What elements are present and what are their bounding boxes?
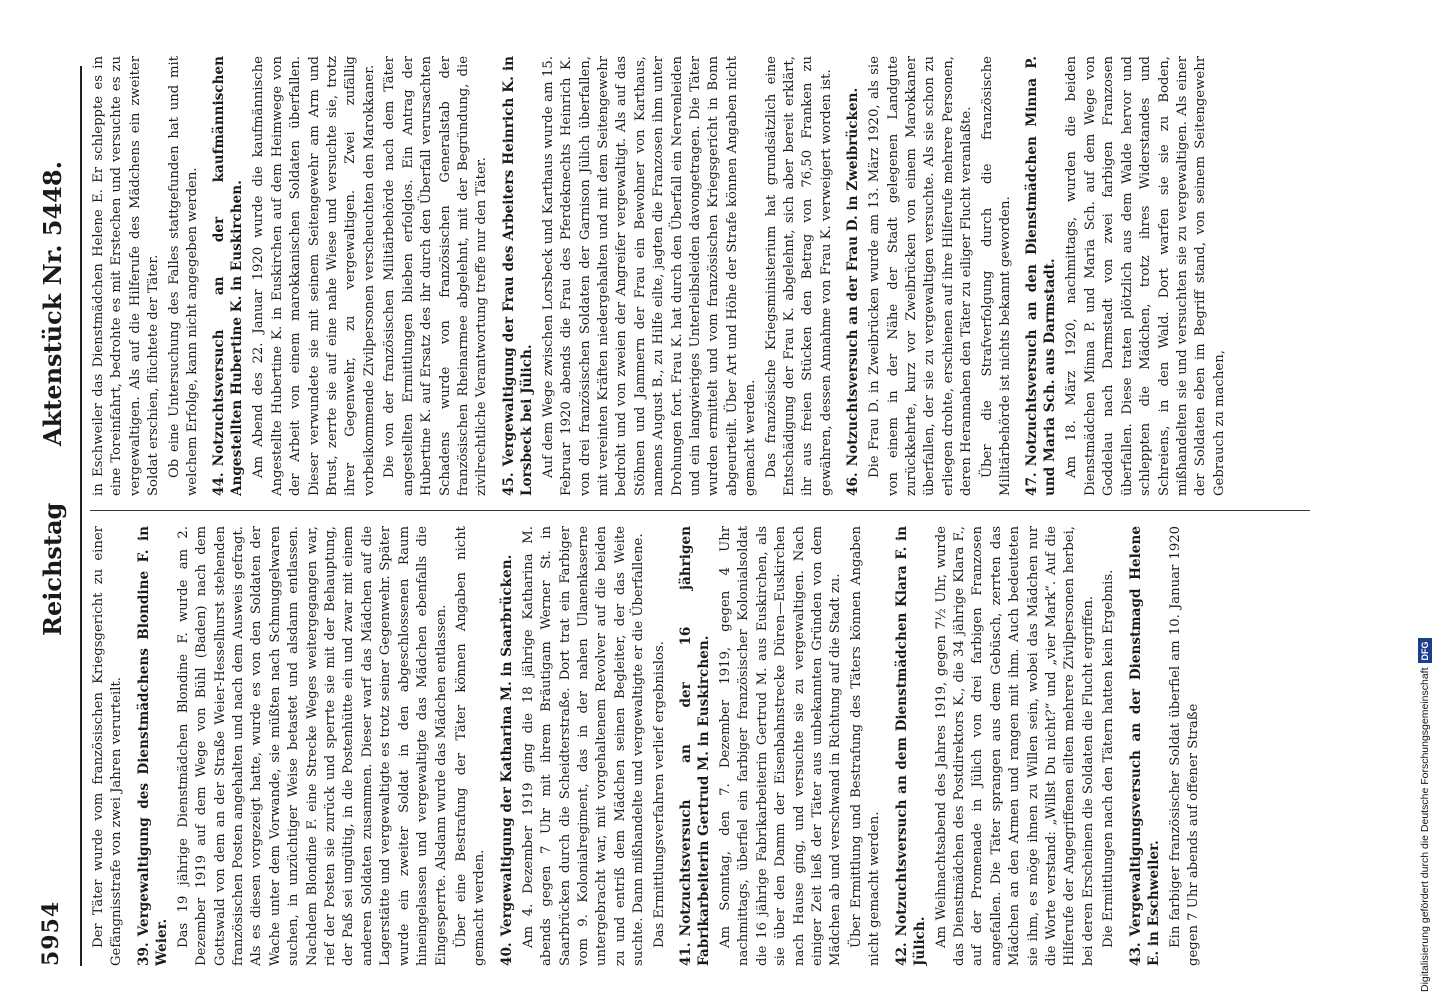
body-paragraph: Die Ermittlungen nach den Tätern hatten kein Ergebnis. [1101,569,1117,948]
section-number: 40. [498,942,515,966]
section-title: Vergewaltigungsversuch an der Dienstmagd Helene E. in Eschweiler. [1127,526,1162,966]
body-paragraph: Der Täter wurde vom französischen Kriegsgericht zu einer Gefängnisstrafe von zwei Jahren verurteilt. [91,526,125,966]
body-paragraph: Auf dem Wege zwischen Lorsbeck und Karthaus wurde am 15. Februar 1920 abends die Frau des Pferdeknechts Heinrich K. von drei französischen Soldaten der Garnison Jülich überfallen, mit vereinten Kräften niedergehalten und mit dem Seitengewehr bedroht und von zweien der Angreifer vergewaltigt. Als auf das Stöhnen und Jammern der Frau ein Bewohner von Karthaus, namens August B., zu Hilfe eilte, jagten die Franzosen ihm unter Drohungen fort. Frau K. hat durch den Überfall ein Nervenleiden und ein langwieriges Unterleibsleiden davongetragen. Die Täter wurden ermittelt und vom französischen Kriegsgericht in Bonn abgeurteilt. Über Art und Höhe der Strafe können Angaben nicht gemacht werden. [540,56,759,496]
section-number: 41. [677,942,694,966]
stamp-text: Digitalisierung gefördert durch die Deutsche Forschungsgemeinschaft [1419,667,1431,992]
body-paragraph: in Eschweiler das Dienstmädchen Helene E. Er schleppte es in eine Toreinfahrt, bedrohte es mit Erstechen und versuchte es zu vergewaltigen. Als auf die Hilferufe des Mädchens ein zweiter Soldat erschien, flüchtete der Täter. [91,56,162,496]
section-heading [500,56,536,496]
section-heading [498,526,516,966]
dfg-logo: DFG [1418,638,1432,663]
left-column [90,526,1330,966]
body-paragraph: Am Abend des 22. Januar 1920 wurde die kaufmännische Angestellte Hubertine K. in Euskirchen auf dem Heimwege von der Arbeit von einem marokkanischen Soldaten überfallen. Dieser verwundete sie mit seinem Seitengewehr am Arm und Brust, zerrte sie auf eine nahe Wiese und versuchte sie, trotz ihrer Gegenwehr, zu vergewaltigen. Zwei zufällig vorbeikommende Zivilpersonen verscheuchten den Marokkaner. [251,56,377,496]
column-divider [90,510,1310,511]
section-heading [1127,526,1163,966]
body-paragraph: Das 19 jährige Dienstmädchen Blondine F. wurde am 2. Dezember 1919 auf dem Wege von Bühl (Baden) nach dem Gottswald von dem an der Straße Weier-Hesselhurst stehenden französischen Posten angehalten und nach dem Ausweis gefragt. Als es diesen vorgezeigt hatte, wurde es von den Soldaten der Wache unter dem Vorwande, sie müßten nach Schmuggelwaren suchen, in unzüchtiger Weise betastet und alsdann entlassen. Nachdem Blondine F. eine Strecke Weges weitergegangen war, rief der Posten sie zurück und sperrte sie mit der Behauptung, der Paß sei ungültig, in die Postenhütte ein und zwar mit einem anderen Soldaten zusammen. Dieser warf das Mädchen auf die Lagerstätte und vergewaltigte es trotz seiner Gegenwehr. Später wurde ein zweiter Soldat in den abgeschlossenen Raum hineingelassen und vergewaltigte das Mädchen ebenfalls die Eingesperrte. Alsdann wurde das Mädchen entlassen. [175,526,449,966]
body-paragraph: Am Sonntag, den 7. Dezember 1919, gegen 4 Uhr nachmittags, überfiel ein farbiger französischer Kolonialsoldat die 16 jährige Fabrikarbeiterin Gertrud M. aus Euskirchen, als sie über den Damm der Eisenbahnstrecke Düren—Euskirchen nach Hause ging, und versuchte sie zu vergewaltigen. Nach einiger Zeit ließ der Täter aus unbekannten Gründen von dem Mädchen ab und verschwand in Richtung auf die Stadt zu. [717,526,844,966]
body-paragraph: Am 4. Dezember 1919 ging die 18 jährige Katharina M. abends gegen 7 Uhr mit ihrem Bräutigam Werner St. in Saarbrücken durch die Scheidterstraße. Dort trat ein Farbiger vom 9. Kolonialregiment, das in der nahen Ulanenkaserne untergebracht war, mit vorgehaltenem Revolver auf die beiden zu und entriß dem Mädchen seinen Begleiter, der das Weite suchte. Dann mißhandelte und vergewaltigte er die Überfallene. [520,526,647,966]
section-title: Notzuchtsversuch an dem Dienstmädchen Klara F. in Jülich. [893,526,928,966]
page-number: 5954 [38,900,64,966]
body-paragraph: Über eine Bestrafung der Täter können Angaben nicht gemacht werden. [453,526,488,966]
section-number: 44. [211,472,228,496]
section-title: Vergewaltigung der Katharina M. in Saarbrücken. [498,554,515,937]
section-title: Vergewaltigung der Frau des Arbeiters Heinrich K. in Lorsbeck bei Jülich. [500,56,535,496]
section-heading [893,526,929,966]
body-paragraph: Die Frau D. in Zweibrücken wurde am 13. März 1920, als sie von einem in der Nähe der Stadt gelegenen Landgute zurückkehrte, kurz vor Zweibrücken von einem Marokkaner überfallen, der sie zu vergewaltigen versuchte. Als sie schon zu erliegen drohte, erschienen auf ihre Hilferufe mehrere Personen, deren Herannahen den Täter zu eiliger Flucht veranlaßte. [867,56,975,496]
section-heading [210,56,246,496]
section-title: Vergewaltigung des Dienstmädchens Blondine F. in Weier. [135,526,170,966]
page-content [30,0,1364,966]
right-column [90,56,1330,496]
body-paragraph: Das französische Kriegsministerium hat grundsätzlich eine Entschädigung der Frau K. abgelehnt, sich aber bereit erklärt, ihr aus freien Stücken den Betrag von 76,50 Franken zu gewähren, dessen Annahme von Frau K. verweigert worden ist. [763,56,834,496]
section-number: 43. [1127,942,1144,966]
body-paragraph: Das Ermittlungsverfahren verlief ergebnislos. [651,641,667,948]
section-number: 47. [1024,472,1041,496]
header-rule [80,66,82,966]
section-heading [1023,56,1059,496]
section-heading [677,526,713,966]
section-title: Notzuchtsversuch an der 16 jährigen Fabrikarbeiterin Gertrud M. in Euskirchen. [677,526,712,966]
running-title: Reichstag [38,502,67,636]
section-title: Notzuchtsversuch an der Frau D. in Zweibrücken. [845,87,862,467]
page-header [38,26,82,966]
document-number: Aktenstück Nr. 5448. [38,161,67,446]
body-paragraph: Am Weihnachtsabend des Jahres 1919, gegen 7½ Uhr, wurde das Dienstmädchen des Postdirektors K., die 34 jährige Klara F., auf der Promenade in Jülich von drei farbigen Franzosen angefallen. Die Täter sprangen aus dem Gebüsch, zerrten das Mädchen an den Armen und rangen mit ihm. Auch bedeuteten sie ihm, es möge ihnen zu Willen sein, wobei das Mädchen nur die Worte verstand: „Willst Du nicht?“ und „vier Mark“. Auf die Hilferufe der Angegriffenen eilten mehrere Zivilpersonen herbei, bei deren Erscheinen die Soldaten die Flucht ergriffen. [933,526,1096,966]
section-number: 45. [500,472,517,496]
section-heading [844,56,862,496]
body-paragraph: Ein farbiger französischer Soldat überfiel am 10. Januar 1920 gegen 7 Uhr abends auf offener Straße [1167,526,1202,966]
body-paragraph: Ob eine Untersuchung des Falles stattgefunden hat und mit welchem Erfolge, kann nicht angegeben werden. [166,56,201,496]
section-title: Notzuchtsversuch an der kaufmännischen Angestellten Hubertine K. in Euskirchen. [211,56,246,496]
body-paragraph: Die von der französischen Militärbehörde nach dem Täter angestellten Ermittlungen blieben erfolglos. Ein Antrag der Hubertine K. auf Ersatz des ihr durch den Überfall verursachten Schadens wurde von französischen Generalstab der französischen Rheinarmee abgelehnt, mit der Begründung, die zivilrechtliche Verantwortung treffe nur den Täter. [382,56,490,496]
digitization-stamp [1418,8,1432,992]
section-heading [135,526,171,966]
section-number: 39. [135,942,152,966]
section-number: 42. [893,942,910,966]
section-number: 46. [845,472,862,496]
section-title: Notzuchtsversuch an den Dienstmädchen Minna P. und Maria Sch. aus Darmstadt. [1024,56,1059,496]
body-paragraph: Über Ermittlung und Bestrafung des Täters können Angaben nicht gemacht werden. [848,526,883,966]
body-paragraph: Über die Strafverfolgung durch die französische Militärbehörde ist nichts bekannt geworden. [979,56,1014,496]
body-paragraph: Am 18. März 1920, nachmittags, wurden die beiden Dienstmädchen Minna P. und Maria Sch. auf dem Wege von Goddelau nach Darmstadt von zwei farbigen Franzosen überfallen. Diese traten plötzlich aus dem Walde hervor und schleppten die Mädchen, trotz ihres Widerstandes und Schreiens, in den Wald. Dort warfen sie sie zu Boden, mißhandelten sie und versuchten sie zu vergewaltigen. Als einer der Soldaten eben im Begriff stand, von seinem Seitengewehr Gebrauch zu machen, [1064,56,1227,496]
